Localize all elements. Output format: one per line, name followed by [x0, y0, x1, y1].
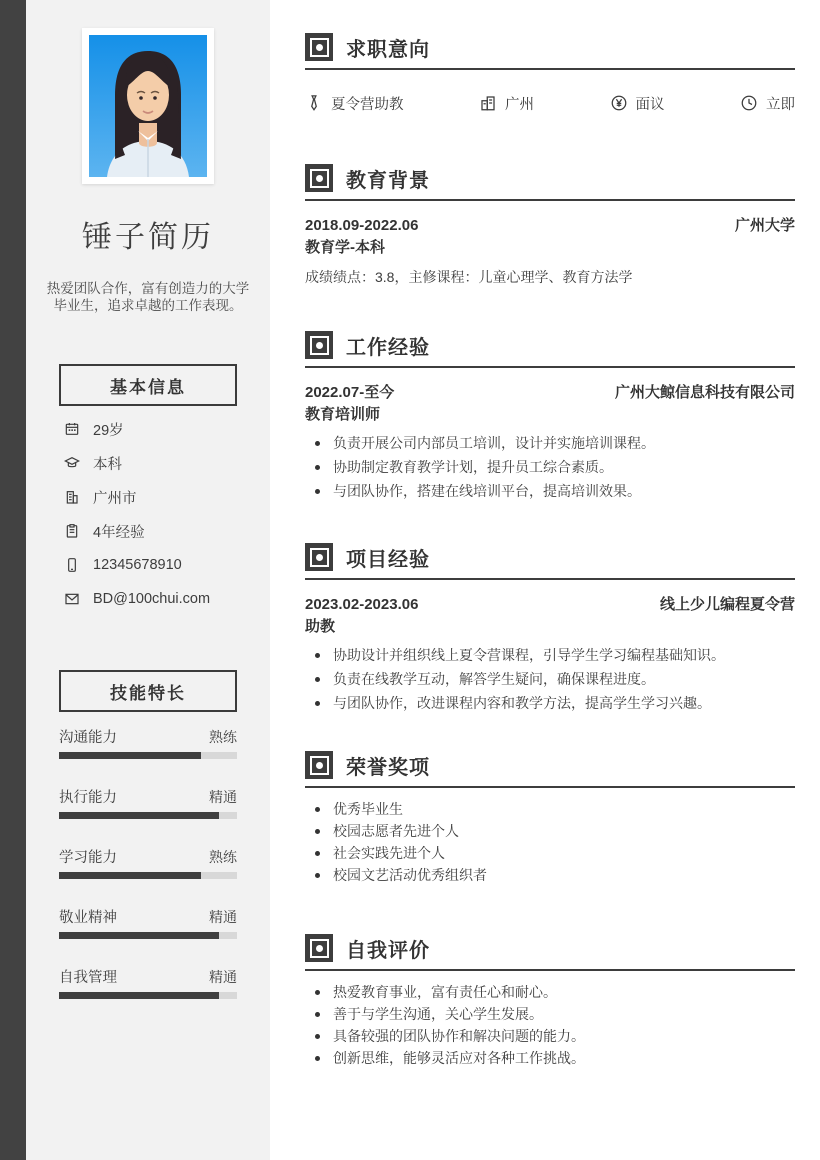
section-marker-icon	[305, 33, 333, 61]
education-school: 广州大学	[734, 217, 795, 234]
bullet-icon	[315, 851, 320, 856]
skill-level: 精通	[209, 909, 237, 925]
profile-photo	[82, 28, 214, 184]
section-title: 教育背景	[346, 169, 430, 192]
bullet-item: 具备较强的团队协作和解决问题的能力。	[315, 1025, 795, 1047]
project-role: 助教	[305, 618, 336, 635]
skill-progressbar	[59, 992, 237, 999]
info-text: 广州市	[93, 490, 137, 507]
work-role: 教育培训师	[305, 406, 381, 423]
info-item-phone	[64, 548, 270, 582]
work-company: 广州大鲸信息科技有限公司	[614, 384, 795, 401]
bullet-icon	[315, 807, 320, 812]
section-divider	[305, 786, 795, 788]
intent-text: 立即	[766, 96, 795, 113]
intent-salary	[610, 92, 665, 114]
email-icon	[64, 591, 80, 607]
project-entry	[305, 594, 795, 715]
bullet-item: 校园文艺活动优秀组织者	[315, 864, 795, 886]
calendar-icon	[64, 421, 80, 437]
info-item-experience	[64, 514, 270, 548]
section-marker-icon	[305, 751, 333, 779]
education-date: 2018.09-2022.06	[305, 217, 419, 234]
office-building-icon	[479, 94, 497, 112]
portrait-image	[89, 35, 207, 177]
section-divider	[305, 68, 795, 70]
section-title: 工作经验	[346, 336, 430, 359]
work-bullet-list	[305, 431, 795, 503]
info-item-city	[64, 480, 270, 514]
section-education	[305, 164, 795, 287]
bullet-item: 协助制定教育教学计划，提升员工综合素质。	[315, 455, 795, 479]
bullet-item: 优秀毕业生	[315, 798, 795, 820]
skill-item	[59, 726, 237, 759]
skill-level: 熟练	[209, 729, 237, 745]
section-title: 求职意向	[346, 38, 430, 61]
tie-icon	[305, 94, 323, 112]
info-text: 本科	[93, 456, 122, 473]
skill-name: 敬业精神	[59, 910, 117, 926]
building-icon	[64, 489, 80, 505]
skill-item	[59, 786, 237, 819]
section-job-intention	[305, 33, 795, 114]
project-date: 2023.02-2023.06	[305, 596, 419, 613]
project-bullet-list	[305, 643, 795, 715]
section-title: 项目经验	[346, 548, 430, 571]
info-text: BD@100chui.com	[93, 591, 211, 607]
section-divider	[305, 578, 795, 580]
bullet-item: 负责在线教学互动，解答学生疑问，确保课程进度。	[315, 667, 795, 691]
skill-level: 熟练	[209, 849, 237, 865]
skill-item	[59, 966, 237, 999]
bullet-item: 负责开展公司内部员工培训，设计并实施培训课程。	[315, 431, 795, 455]
bullet-icon	[315, 1012, 320, 1017]
skill-item	[59, 906, 237, 939]
skill-progressbar	[59, 872, 237, 879]
bullet-icon	[315, 829, 320, 834]
skill-name: 沟通能力	[59, 730, 117, 746]
section-project-experience	[305, 543, 795, 715]
section-honors	[305, 751, 795, 886]
intent-text: 面议	[635, 96, 665, 113]
bullet-item: 善于与学生沟通，关心学生发展。	[315, 1003, 795, 1025]
skills-title: 技能特长	[59, 670, 237, 712]
salary-yuan-icon	[610, 94, 628, 112]
self-evaluation-bullet-list	[305, 981, 795, 1069]
bullet-item: 校园志愿者先进个人	[315, 820, 795, 842]
intent-position	[305, 92, 404, 114]
intent-text: 广州	[505, 96, 534, 113]
clipboard-icon	[64, 523, 80, 539]
intent-city	[479, 92, 534, 114]
education-major: 教育学-本科	[305, 239, 385, 256]
section-self-evaluation	[305, 934, 795, 1069]
skill-progressbar	[59, 932, 237, 939]
sidebar	[26, 0, 270, 1160]
skill-name: 自我管理	[59, 970, 117, 986]
bullet-item: 热爱教育事业，富有责任心和耐心。	[315, 981, 795, 1003]
skill-level: 精通	[209, 969, 237, 985]
info-item-degree	[64, 446, 270, 480]
skill-progressbar	[59, 812, 237, 819]
education-entry	[305, 215, 795, 287]
section-title: 荣誉奖项	[346, 756, 430, 779]
section-divider	[305, 199, 795, 201]
info-text: 4年经验	[93, 524, 145, 541]
section-title: 自我评价	[346, 939, 430, 962]
bullet-item: 社会实践先进个人	[315, 842, 795, 864]
bullet-icon	[315, 873, 320, 878]
phone-icon	[64, 557, 80, 573]
bullet-item: 协助设计并组织线上夏令营课程，引导学生学习编程基础知识。	[315, 643, 795, 667]
section-work-experience	[305, 331, 795, 503]
info-text: 29岁	[93, 422, 124, 439]
intent-availability	[740, 92, 795, 114]
section-marker-icon	[305, 934, 333, 962]
work-entry	[305, 382, 795, 503]
basic-info-list	[26, 412, 270, 616]
bullet-icon	[315, 465, 320, 470]
info-text: 12345678910	[93, 557, 182, 573]
skill-name: 执行能力	[59, 790, 117, 806]
section-divider	[305, 366, 795, 368]
work-date: 2022.07-至今	[305, 384, 395, 401]
candidate-name: 锤子简历	[82, 221, 214, 254]
basic-info-title: 基本信息	[59, 364, 237, 406]
intent-text: 夏令营助教	[331, 96, 404, 113]
honors-bullet-list	[305, 798, 795, 886]
clock-icon	[740, 94, 758, 112]
section-marker-icon	[305, 543, 333, 571]
bullet-icon	[315, 990, 320, 995]
bullet-item: 创新思维，能够灵活应对各种工作挑战。	[315, 1047, 795, 1069]
candidate-tagline: 热爱团队合作，富有创造力的大学毕业生，追求卓越的工作表现。	[46, 281, 250, 313]
main-column	[305, 0, 795, 1069]
info-item-age	[64, 412, 270, 446]
skills-list	[59, 726, 237, 999]
skill-name: 学习能力	[59, 850, 117, 866]
skill-item	[59, 846, 237, 879]
section-marker-icon	[305, 164, 333, 192]
bullet-item: 与团队协作，搭建在线培训平台，提高培训效果。	[315, 479, 795, 503]
bullet-icon	[315, 653, 320, 658]
education-description: 成绩绩点：3.8，主修课程：儿童心理学、教育方法学	[305, 269, 633, 285]
skill-level: 精通	[209, 789, 237, 805]
bullet-icon	[315, 489, 320, 494]
project-name: 线上少儿编程夏令营	[659, 596, 795, 613]
section-marker-icon	[305, 331, 333, 359]
bullet-icon	[315, 1056, 320, 1061]
bullet-icon	[315, 701, 320, 706]
graduation-cap-icon	[64, 455, 80, 471]
skill-progressbar	[59, 752, 237, 759]
bullet-icon	[315, 441, 320, 446]
bullet-item: 与团队协作，改进课程内容和教学方法，提高学生学习兴趣。	[315, 691, 795, 715]
bullet-icon	[315, 1034, 320, 1039]
section-divider	[305, 969, 795, 971]
info-item-email	[64, 582, 270, 616]
job-intention-row	[305, 92, 795, 114]
bullet-icon	[315, 677, 320, 682]
left-accent-strip	[0, 0, 26, 1160]
